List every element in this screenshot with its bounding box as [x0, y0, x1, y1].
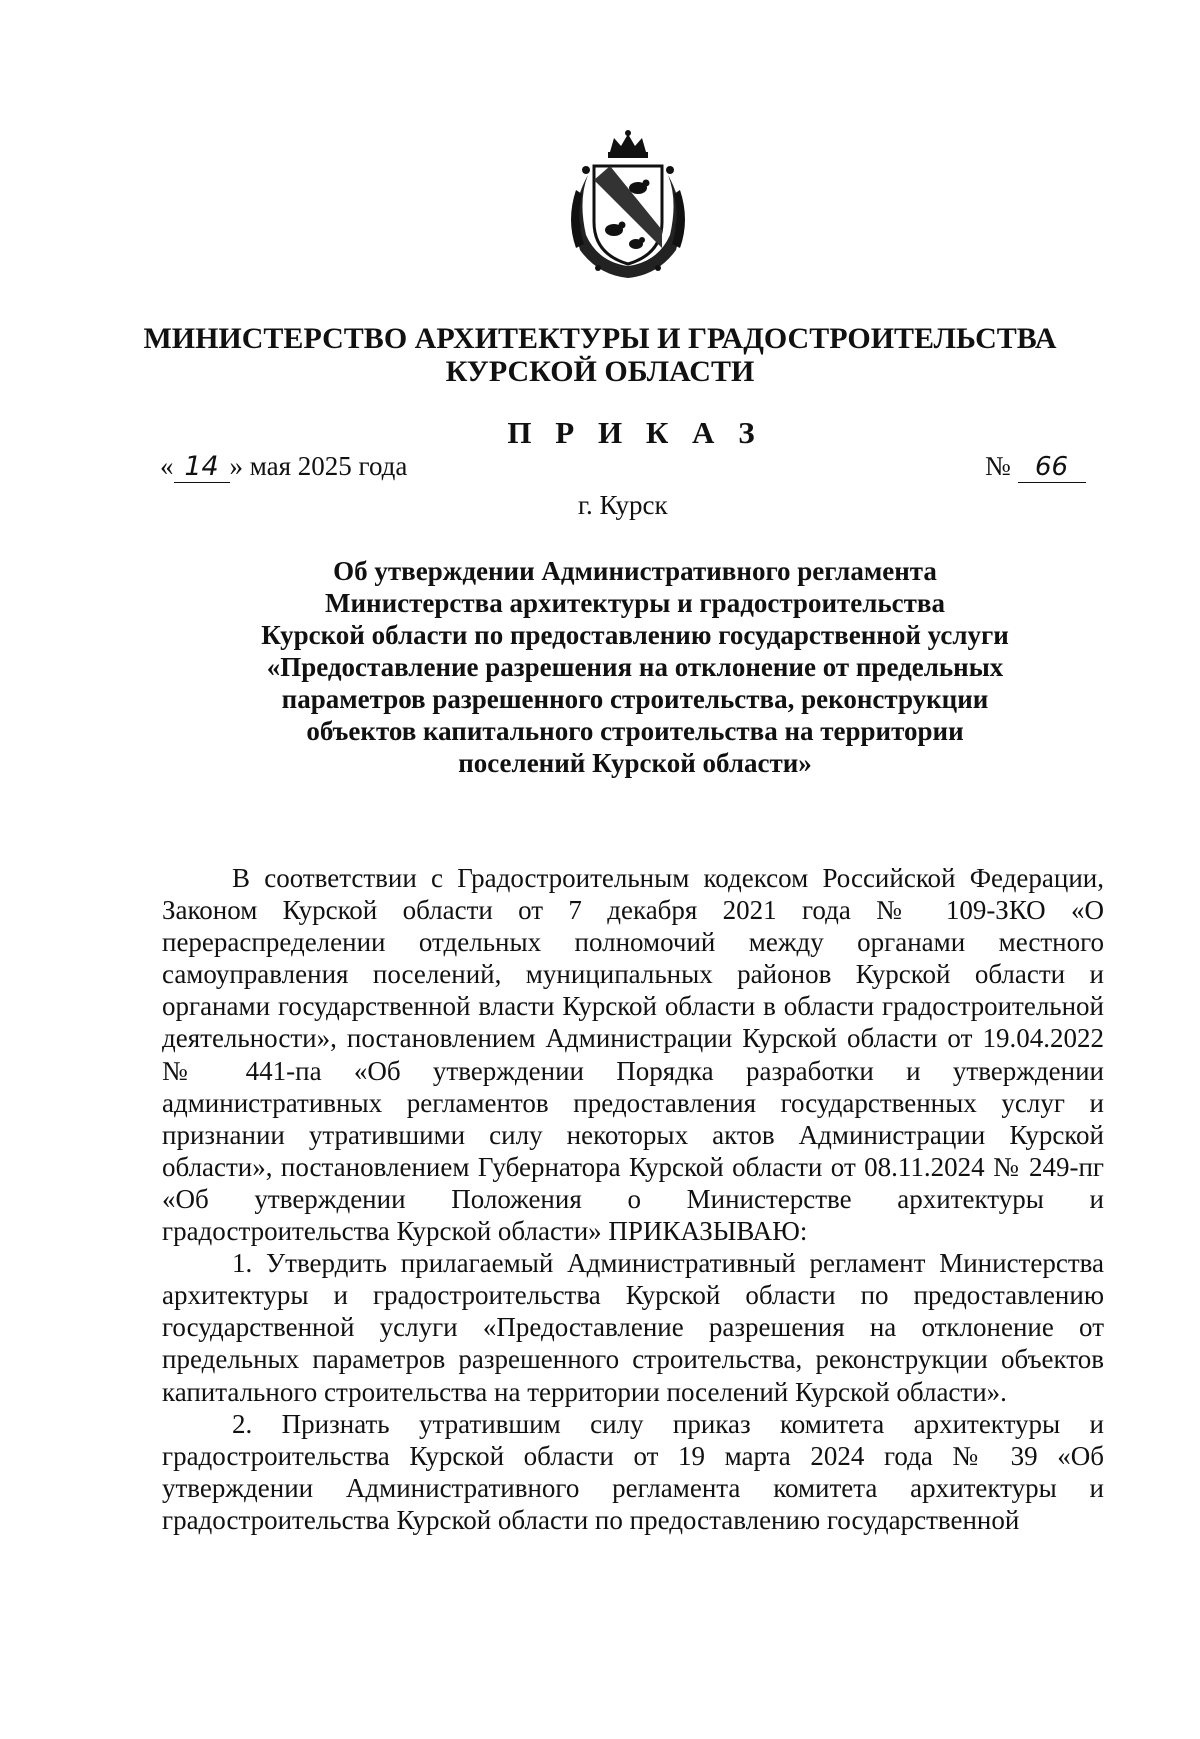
order-date — [160, 451, 407, 483]
date-rest: » мая 2025 года — [229, 451, 408, 481]
number-prefix: № — [985, 451, 1011, 481]
coat-of-arms-icon — [558, 130, 698, 280]
subject-line: параметров разрешенного строительства, реконструкции — [281, 684, 989, 714]
subject-line: Министерства архитектуры и градостроительства — [325, 588, 945, 618]
clause-2-paragraph: 2. Признать утратившим силу приказ комитета архитектуры и градостроительства Курской области от 19 марта 2024 года № 39 «Об утверждении Административного регламента комитета архитектуры и градостроительства Курской области по предоставлению государственной — [162, 1408, 1104, 1535]
ministry-name — [120, 322, 1080, 388]
subject-line: поселений Курской области» — [458, 748, 812, 778]
subject-line: Курской области по предоставлению государственной услуги — [261, 620, 1009, 650]
date-open-quote: « — [160, 451, 174, 481]
order-subject — [160, 555, 1110, 779]
ministry-line-1: МИНИСТЕРСТВО АРХИТЕКТУРЫ И ГРАДОСТРОИТЕЛЬСТВА — [143, 322, 1057, 355]
clause-1-paragraph: 1. Утвердить прилагаемый Административный регламент Министерства архитектуры и градостроительства Курской области по предоставлению государственной услуги «Предоставление разрешения на отклонение от предельных параметров разрешенного строительства, реконструкции объектов капитального строительства на территории поселений Курской области». — [162, 1248, 1104, 1407]
ministry-line-2: КУРСКОЙ ОБЛАСТИ — [445, 355, 755, 388]
order-body — [162, 862, 1104, 1536]
order-number — [985, 451, 1086, 483]
subject-line: Об утверждении Административного регламента — [333, 556, 937, 586]
subject-line: «Предоставление разрешения на отклонение от предельных — [266, 652, 1004, 682]
document-type-heading: П Р И К А З — [507, 415, 763, 450]
date-day-handwritten: 14 — [174, 451, 230, 483]
number-handwritten: 66 — [1018, 452, 1086, 483]
preamble-paragraph: В соответствии с Градостроительным кодексом Российской Федерации, Законом Курской области от 7 декабря 2021 года № 109-ЗКО «О перераспределении отдельных полномочий между органами местного самоуправления поселений, муниципальных районов Курской области и органами государственной власти Курской области в области градостроительной деятельности», постановлением Администрации Курской области от 19.04.2022 № 441-па «Об утверждении Порядка разработки и утверждении административных регламентов предоставления государственных услуг и признании утратившими силу некоторых актов Администрации Курской области», постановлением Губернатора Курской области от 08.11.2024 № 249-пг «Об утверждении Положения о Министерстве архитектуры и градостроительства Курской области» ПРИКАЗЫВАЮ: — [162, 863, 1104, 1247]
city: г. Курск — [578, 490, 668, 520]
subject-line: объектов капитального строительства на территории — [306, 716, 964, 746]
